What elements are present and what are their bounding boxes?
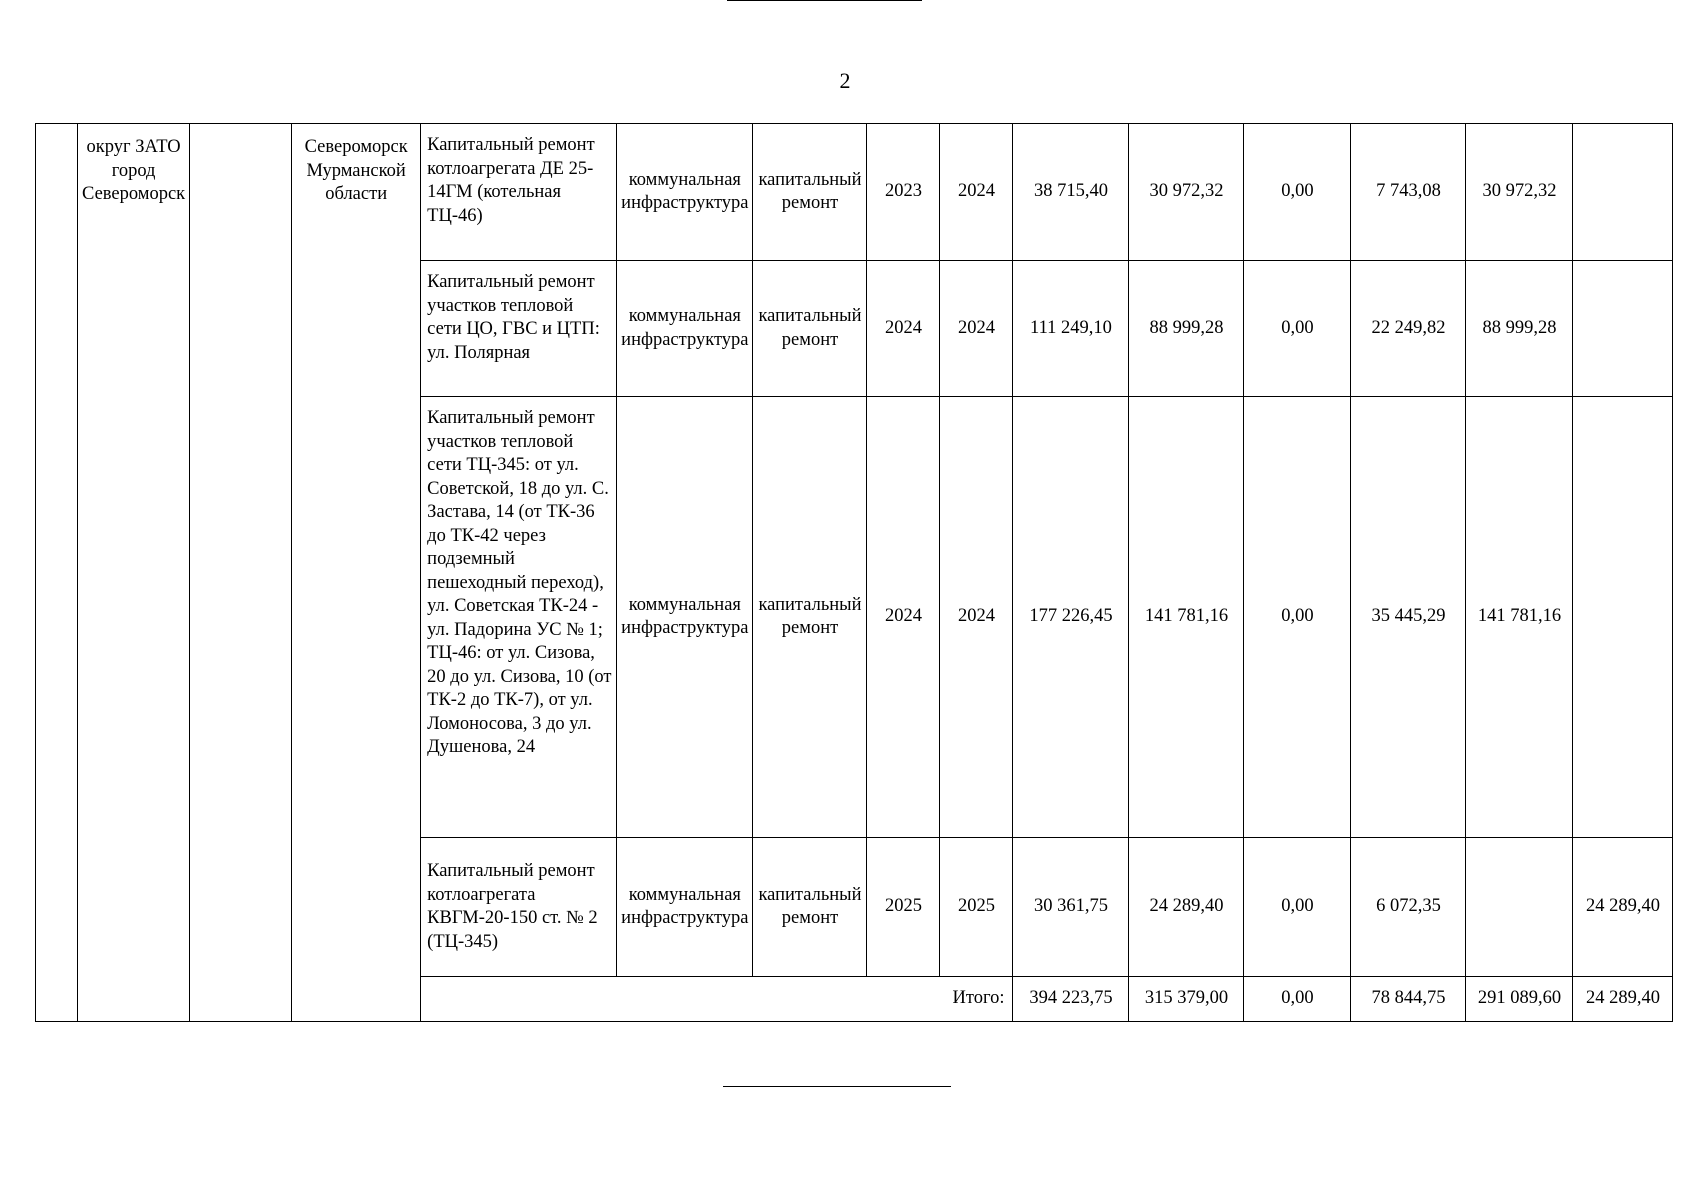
sphere-cell: коммунальная инфраструктура [617, 124, 753, 261]
total-cost-cell: 177 226,45 [1013, 397, 1129, 838]
year-start-cell: 2025 [867, 838, 940, 977]
year-2024-cell [1466, 838, 1573, 977]
year-start-cell: 2024 [867, 397, 940, 838]
year-end-cell: 2024 [940, 124, 1013, 261]
year-2025-cell [1573, 261, 1673, 397]
local-funds-cell: 6 072,35 [1351, 838, 1466, 977]
local-funds-cell: 7 743,08 [1351, 124, 1466, 261]
object-name-cell: Капитальный ремонт котлоагрегата КВГМ-20-150 ст. № 2 (ТЦ-345) [421, 838, 617, 977]
total-cost-cell: 38 715,40 [1013, 124, 1129, 261]
totals-label: Итого: [421, 977, 1013, 1022]
regional-funds-cell: 0,00 [1244, 838, 1351, 977]
federal-funds-cell: 24 289,40 [1129, 838, 1244, 977]
sphere-cell: коммунальная инфраструктура [617, 838, 753, 977]
work-type-cell: капитальный ремонт [753, 261, 867, 397]
year-start-cell: 2023 [867, 124, 940, 261]
regional-funds-cell: 0,00 [1244, 124, 1351, 261]
location-cell: Североморск Мурманской области [292, 124, 421, 1022]
page-number: 2 [839, 68, 851, 93]
local-funds-sum: 78 844,75 [1351, 977, 1466, 1022]
object-name-cell: Капитальный ремонт участков тепловой сети ТЦ-345: от ул. Советской, 18 до ул. С. Застава, 14 (от ТК-36 до ТК-42 через подземный пешеходный переход), ул. Советская ТК-24 - ул. Падорина УС № 1; ТЦ-46: от ул. Сизова, 20 до ул. Сизова, 10 (от ТК-2 до ТК-7), от ул. Ломоносова, 3 до ул. Душенова, 24 [421, 397, 617, 838]
year-end-cell: 2025 [940, 838, 1013, 977]
work-type-cell: капитальный ремонт [753, 124, 867, 261]
year-2025-cell: 24 289,40 [1573, 838, 1673, 977]
year-end-cell: 2024 [940, 397, 1013, 838]
object-name-cell: Капитальный ремонт котлоагрегата ДЕ 25-14ГМ (котельная ТЦ-46) [421, 124, 617, 261]
total-cost-cell: 30 361,75 [1013, 838, 1129, 977]
total-cost-sum: 394 223,75 [1013, 977, 1129, 1022]
year-end-cell: 2024 [940, 261, 1013, 397]
top-edge-rule [727, 0, 922, 1]
table-row [36, 124, 1673, 261]
object-name-cell: Капитальный ремонт участков тепловой сети ЦО, ГВС и ЦТП: ул. Полярная [421, 261, 617, 397]
local-funds-cell: 35 445,29 [1351, 397, 1466, 838]
regional-funds-sum: 0,00 [1244, 977, 1351, 1022]
federal-funds-sum: 315 379,00 [1129, 977, 1244, 1022]
year-2025-cell [1573, 397, 1673, 838]
federal-funds-cell: 88 999,28 [1129, 261, 1244, 397]
total-cost-cell: 111 249,10 [1013, 261, 1129, 397]
closing-rule [723, 1086, 951, 1087]
year-2024-cell: 141 781,16 [1466, 397, 1573, 838]
year-start-cell: 2024 [867, 261, 940, 397]
objects-table [35, 123, 1673, 1022]
municipality-cell: округ ЗАТО город Североморск [78, 124, 190, 1022]
sphere-cell: коммунальная инфраструктура [617, 261, 753, 397]
federal-funds-cell: 30 972,32 [1129, 124, 1244, 261]
sphere-cell: коммунальная инфраструктура [617, 397, 753, 838]
year-2024-sum: 291 089,60 [1466, 977, 1573, 1022]
federal-funds-cell: 141 781,16 [1129, 397, 1244, 838]
regional-funds-cell: 0,00 [1244, 261, 1351, 397]
year-2024-cell: 30 972,32 [1466, 124, 1573, 261]
work-type-cell: капитальный ремонт [753, 838, 867, 977]
year-2025-sum: 24 289,40 [1573, 977, 1673, 1022]
year-2025-cell [1573, 124, 1673, 261]
index-cell [36, 124, 78, 1022]
year-2024-cell: 88 999,28 [1466, 261, 1573, 397]
work-type-cell: капитальный ремонт [753, 397, 867, 838]
local-funds-cell: 22 249,82 [1351, 261, 1466, 397]
empty-cell [190, 124, 292, 1022]
regional-funds-cell: 0,00 [1244, 397, 1351, 838]
